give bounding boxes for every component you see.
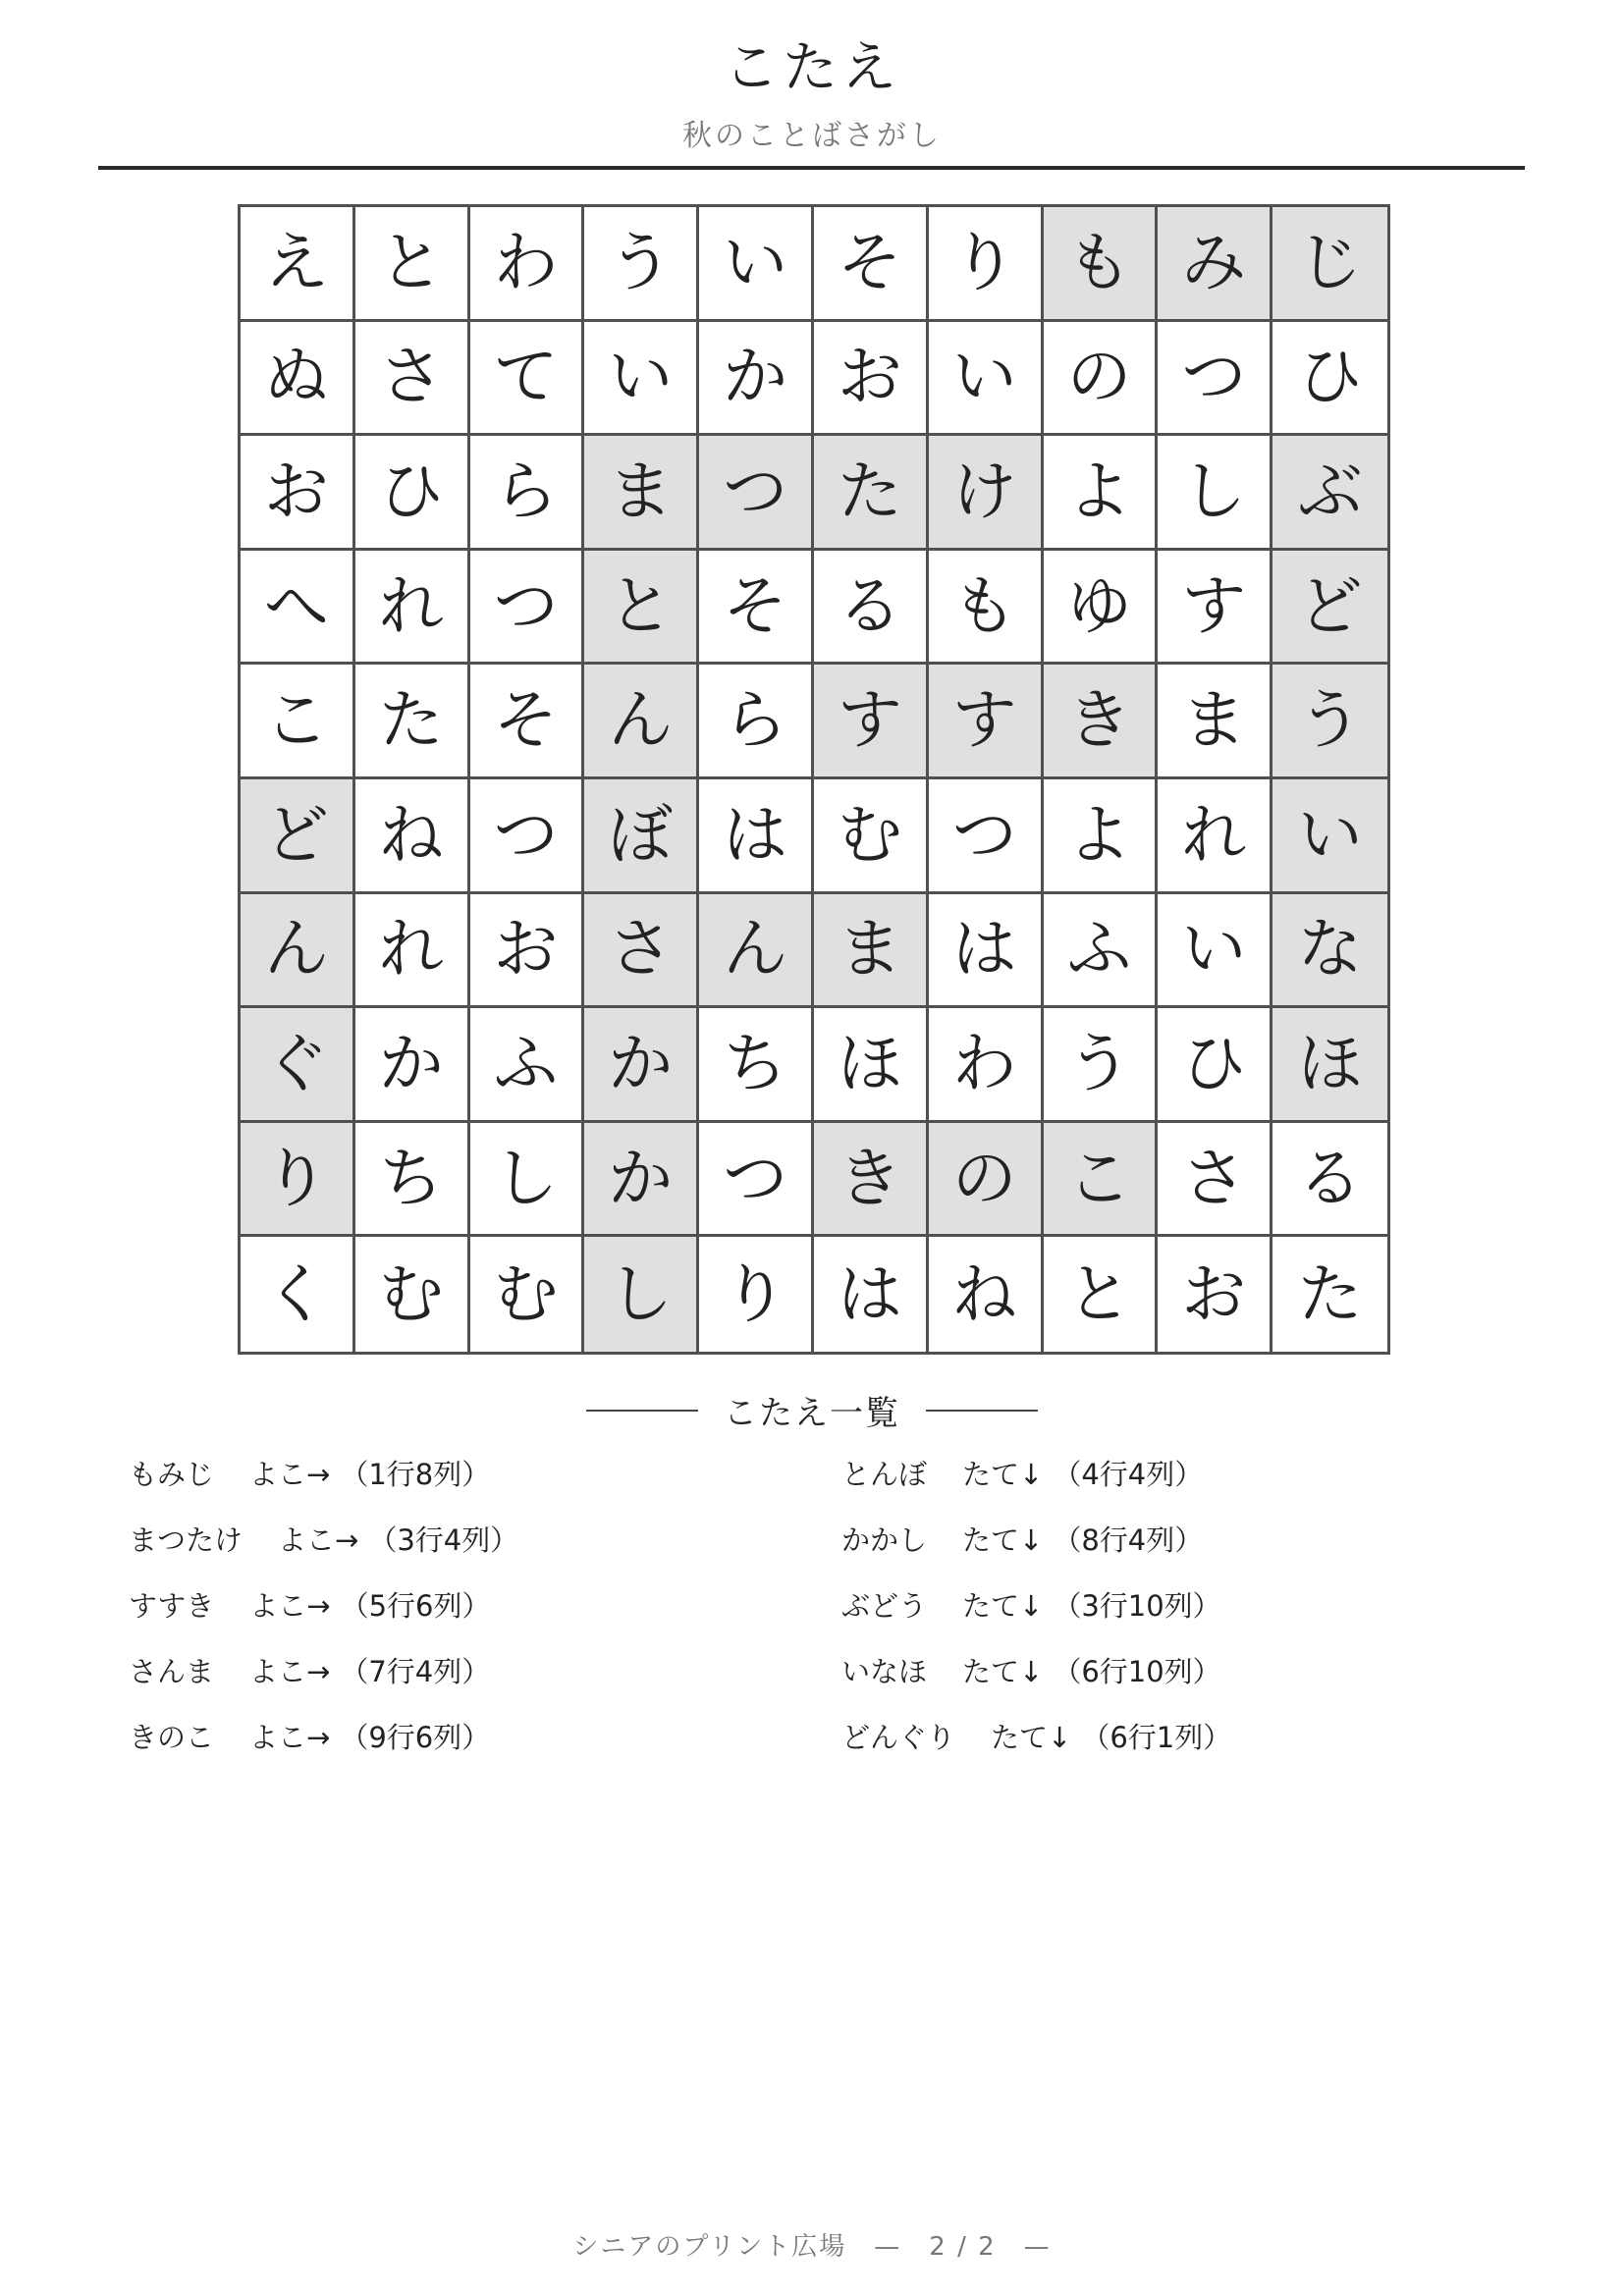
grid-cell: ま xyxy=(814,894,929,1009)
grid-cell: ひ xyxy=(1272,322,1387,437)
grid-cell: り xyxy=(929,207,1044,322)
grid-cell: ふ xyxy=(1044,894,1159,1009)
grid-cell: つ xyxy=(699,1123,814,1238)
answer-list-title: こたえ一覧 xyxy=(724,1394,900,1433)
grid-cell: た xyxy=(355,665,470,779)
grid-cell: ひ xyxy=(1158,1008,1272,1123)
answer-word: きのこ xyxy=(129,1721,215,1754)
grid-cell: じ xyxy=(1272,207,1387,322)
grid-cell: つ xyxy=(470,779,585,894)
answer-item xyxy=(129,1655,518,1724)
grid-cell: う xyxy=(584,207,699,322)
grid-cell: い xyxy=(929,322,1044,437)
grid-cell: り xyxy=(699,1237,814,1352)
grid-cell: れ xyxy=(1158,779,1272,894)
grid-cell: こ xyxy=(241,665,355,779)
grid-cell: つ xyxy=(470,551,585,666)
answer-position: （3行10列） xyxy=(1053,1589,1221,1623)
answer-word: どんぐり xyxy=(841,1721,956,1754)
answer-list-heading xyxy=(0,1386,1624,1434)
grid-cell: お xyxy=(814,322,929,437)
answer-direction: よこ→ xyxy=(249,1458,331,1491)
word-search-grid xyxy=(238,204,1390,1355)
answer-item xyxy=(841,1523,1231,1592)
answer-item xyxy=(841,1589,1231,1658)
grid-cell: れ xyxy=(355,894,470,1009)
answer-position: （7行4列） xyxy=(340,1655,491,1688)
grid-cell: き xyxy=(814,1123,929,1238)
grid-cell: し xyxy=(1158,436,1272,551)
grid-cell: ほ xyxy=(814,1008,929,1123)
answer-direction: よこ→ xyxy=(249,1589,331,1623)
grid-cell: み xyxy=(1158,207,1272,322)
grid-cell: か xyxy=(584,1123,699,1238)
answer-position: （6行10列） xyxy=(1053,1655,1221,1688)
grid-cell: う xyxy=(1272,665,1387,779)
grid-cell: ま xyxy=(1158,665,1272,779)
grid-cell: こ xyxy=(1044,1123,1159,1238)
grid-cell: ど xyxy=(1272,551,1387,666)
answer-direction: よこ→ xyxy=(278,1523,359,1557)
grid-cell: い xyxy=(1272,779,1387,894)
grid-cell: き xyxy=(1044,665,1159,779)
answer-position: （9行6列） xyxy=(340,1721,491,1754)
grid-cell: よ xyxy=(1044,436,1159,551)
grid-cell: す xyxy=(814,665,929,779)
grid-cell: し xyxy=(584,1237,699,1352)
grid-cell: ら xyxy=(699,665,814,779)
answer-list-vertical xyxy=(841,1458,1232,1789)
grid-cell: と xyxy=(1044,1237,1159,1352)
answer-direction: よこ→ xyxy=(249,1655,331,1688)
grid-cell: ん xyxy=(699,894,814,1009)
grid-cell: ぼ xyxy=(584,779,699,894)
grid-cell: も xyxy=(1044,207,1159,322)
grid-cell: か xyxy=(355,1008,470,1123)
answer-direction: たて↓ xyxy=(962,1523,1044,1557)
grid-cell: そ xyxy=(699,551,814,666)
answer-word: いなほ xyxy=(841,1655,928,1688)
grid-cell: ど xyxy=(241,779,355,894)
grid-cell: か xyxy=(699,322,814,437)
answer-position: （4行4列） xyxy=(1053,1458,1204,1491)
answer-position: （8行4列） xyxy=(1053,1523,1204,1557)
grid-cell: た xyxy=(814,436,929,551)
grid-cell: も xyxy=(929,551,1044,666)
grid-cell: け xyxy=(929,436,1044,551)
grid-cell: お xyxy=(241,436,355,551)
grid-cell: ん xyxy=(241,894,355,1009)
answer-word: かかし xyxy=(841,1523,928,1557)
answer-position: （6行1列） xyxy=(1081,1721,1232,1754)
grid-cell: む xyxy=(814,779,929,894)
grid-cell: ま xyxy=(584,436,699,551)
grid-cell: の xyxy=(929,1123,1044,1238)
answer-word: まつたけ xyxy=(129,1523,244,1557)
answer-word: もみじ xyxy=(129,1458,215,1491)
grid-cell: い xyxy=(699,207,814,322)
grid-cell: ひ xyxy=(355,436,470,551)
answer-direction: よこ→ xyxy=(249,1721,331,1754)
grid-cell: と xyxy=(355,207,470,322)
answer-position: （1行8列） xyxy=(340,1458,491,1491)
grid-cell: さ xyxy=(355,322,470,437)
answer-word: すすき xyxy=(129,1589,215,1623)
grid-cell: む xyxy=(470,1237,585,1352)
grid-cell: と xyxy=(584,551,699,666)
grid-cell: よ xyxy=(1044,779,1159,894)
grid-cell: い xyxy=(584,322,699,437)
grid-cell: わ xyxy=(929,1008,1044,1123)
grid-cell: つ xyxy=(1158,322,1272,437)
grid-cell: す xyxy=(1158,551,1272,666)
grid-cell: は xyxy=(814,1237,929,1352)
grid-cell: か xyxy=(584,1008,699,1123)
grid-cell: て xyxy=(470,322,585,437)
answer-position: （3行4列） xyxy=(368,1523,519,1557)
grid-cell: は xyxy=(929,894,1044,1009)
grid-cell: ら xyxy=(470,436,585,551)
grid-cell: ほ xyxy=(1272,1008,1387,1123)
grid-cell: ち xyxy=(699,1008,814,1123)
grid-cell: さ xyxy=(1158,1123,1272,1238)
grid-cell: ん xyxy=(584,665,699,779)
grid-cell: な xyxy=(1272,894,1387,1009)
page-title: こたえ xyxy=(724,36,900,100)
grid-cell: ね xyxy=(929,1237,1044,1352)
grid-cell: す xyxy=(929,665,1044,779)
answer-item xyxy=(129,1589,518,1658)
grid-cell: つ xyxy=(929,779,1044,894)
grid-cell: り xyxy=(241,1123,355,1238)
grid-cell: い xyxy=(1158,894,1272,1009)
answer-item xyxy=(841,1655,1231,1724)
grid-cell: る xyxy=(1272,1123,1387,1238)
grid-cell: う xyxy=(1044,1008,1159,1123)
grid-cell: ち xyxy=(355,1123,470,1238)
grid-cell: の xyxy=(1044,322,1159,437)
grid-cell: ふ xyxy=(470,1008,585,1123)
grid-cell: は xyxy=(699,779,814,894)
grid-cell: ね xyxy=(355,779,470,894)
grid-cell: ぬ xyxy=(241,322,355,437)
grid-cell: ぶ xyxy=(1272,436,1387,551)
grid-cell: ぐ xyxy=(241,1008,355,1123)
heading-rule-right xyxy=(926,1410,1038,1412)
answer-direction: たて↓ xyxy=(962,1589,1044,1623)
answer-word: ぶどう xyxy=(841,1589,928,1623)
grid-cell: そ xyxy=(814,207,929,322)
answer-item xyxy=(841,1721,1232,1789)
page-footer: シニアのプリント広場 — 2 / 2 — xyxy=(572,2232,1052,2262)
answer-direction: たて↓ xyxy=(962,1458,1044,1491)
answer-item xyxy=(129,1523,519,1592)
header-divider xyxy=(98,166,1525,170)
grid-cell: さ xyxy=(584,894,699,1009)
page-subtitle: 秋のことばさがし xyxy=(682,119,942,153)
grid-cell: れ xyxy=(355,551,470,666)
heading-rule-left xyxy=(586,1410,698,1412)
grid-cell: え xyxy=(241,207,355,322)
answer-direction: たて↓ xyxy=(991,1721,1072,1754)
answer-item xyxy=(841,1458,1231,1526)
grid-cell: し xyxy=(470,1123,585,1238)
answer-word: さんま xyxy=(129,1655,215,1688)
grid-cell: つ xyxy=(699,436,814,551)
grid-cell: お xyxy=(1158,1237,1272,1352)
answer-word: とんぼ xyxy=(841,1458,928,1491)
grid-cell: ゆ xyxy=(1044,551,1159,666)
grid-cell: た xyxy=(1272,1237,1387,1352)
grid-cell: む xyxy=(355,1237,470,1352)
answer-list-horizontal xyxy=(129,1458,519,1789)
grid-cell: へ xyxy=(241,551,355,666)
grid-cell: お xyxy=(470,894,585,1009)
answer-item xyxy=(129,1721,518,1789)
answer-direction: たて↓ xyxy=(962,1655,1044,1688)
answer-position: （5行6列） xyxy=(340,1589,491,1623)
grid-cell: そ xyxy=(470,665,585,779)
grid-cell: く xyxy=(241,1237,355,1352)
grid-cell: る xyxy=(814,551,929,666)
grid-cell: わ xyxy=(470,207,585,322)
answer-item xyxy=(129,1458,518,1526)
